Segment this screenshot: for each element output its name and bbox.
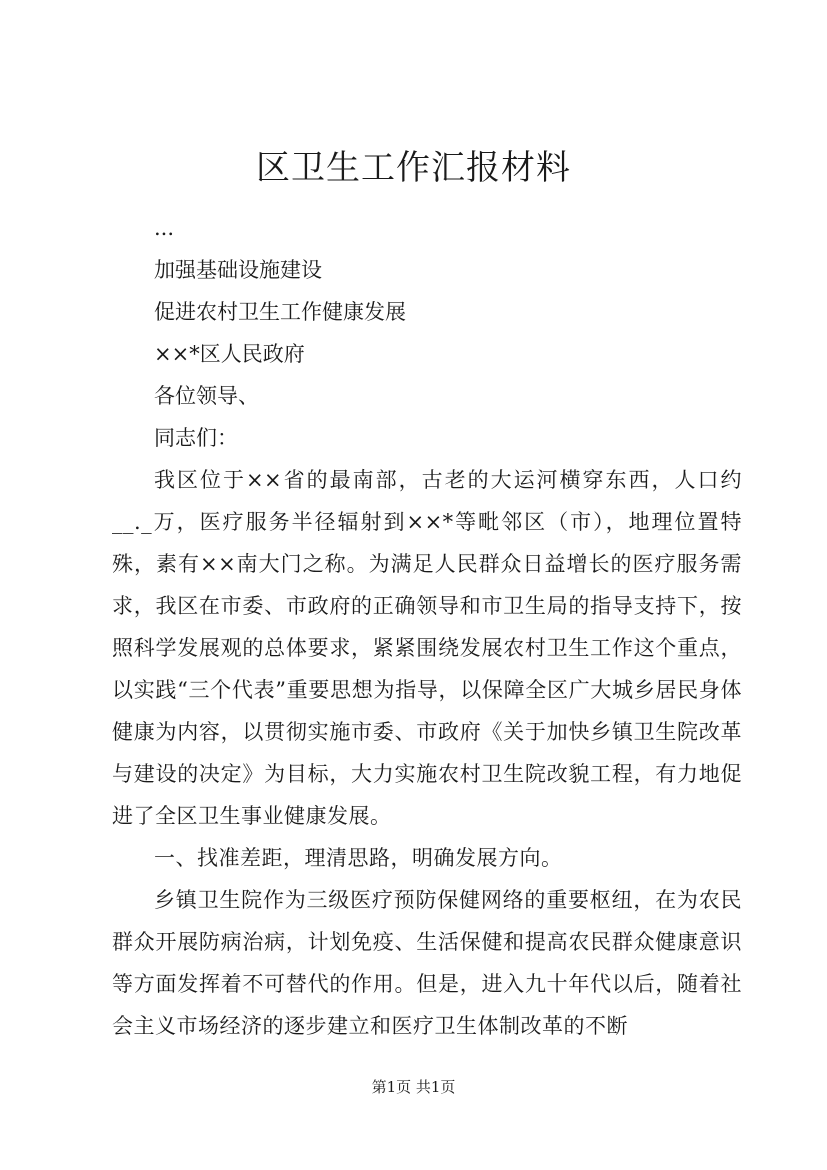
- author-line: ××*区人民政府: [154, 342, 305, 366]
- paragraph-intro: 我区位于××省的最南部，古老的大运河横穿东西，人口约__._万，医疗服务半径辐射到××*等毗邻区（市），地理位置特殊，素有××南大门之称。为满足人民群众日益增长的医疗服务需求，我区在市委、市政府的正确领导和市卫生局的指导支持下，按照科学发展观的总体要求，紧紧围绕发展农村卫生工作这个重点，以实践“三个代表”重要思想为指导，以保障全区广大城乡居民身体健康为内容，以贯彻实施市委、市政府《关于加快乡镇卫生院改革与建设的决定》为目标，大力实施农村卫生院改貌工程，有力地促进了全区卫生事业健康发展。: [112, 468, 742, 828]
- salutation-line-2: 同志们：: [154, 426, 238, 450]
- section-heading-1: 一、找准差距，理清思路，明确发展方向。: [154, 846, 563, 870]
- document-title: 区卫生工作汇报材料: [256, 148, 571, 188]
- subtitle-line-2: 促进农村卫生工作健康发展: [154, 300, 406, 324]
- ellipsis-line: ...: [154, 216, 175, 240]
- salutation-line-1: 各位领导、: [154, 384, 259, 408]
- document-body: [112, 207, 742, 1047]
- page-footer: 第1页 共1页: [371, 1078, 456, 1096]
- paragraph-section-1: 乡镇卫生院作为三级医疗预防保健网络的重要枢纽，在为农民群众开展防病治病，计划免疫、生活保健和提高农民群众健康意识等方面发挥着不可替代的作用。但是，进入九十年代以后，随着社会主义市场经济的逐步建立和医疗卫生体制改革的不断: [112, 888, 742, 1038]
- subtitle-line-1: 加强基础设施建设: [154, 258, 322, 282]
